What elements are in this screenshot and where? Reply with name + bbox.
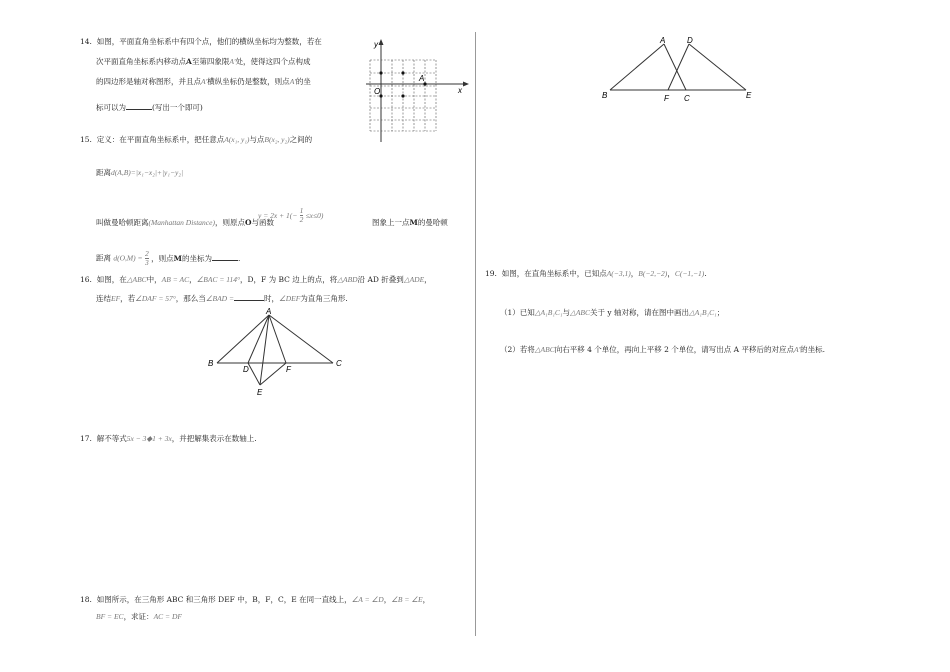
q14-y-label: y bbox=[374, 40, 378, 49]
q14-answer-blank[interactable] bbox=[126, 109, 152, 110]
q15-function-expression: y = 2x + 1(− $\frac{1}{2}$ ≤x≤0) bbox=[258, 206, 324, 224]
q18-side-ac bbox=[664, 44, 686, 90]
q15-line-3-tail: 图象上一点M的曼哈顿 bbox=[372, 218, 448, 227]
q17-line-1: 17. 解不等式5x − 3◆1 + 3x，并把解集表示在数轴上. bbox=[80, 434, 257, 443]
q18-line-2: BF = EC，求证：AC = DF bbox=[96, 612, 182, 621]
q14-line-3: 的四边形是轴对称图形，并且点A'横纵坐标仍是整数，则点A'的坐 bbox=[96, 77, 311, 86]
q14-line-4: 标可以为 (写出一个即可) bbox=[96, 103, 203, 112]
q16-line-2: 连结EF，若∠DAF = 57°，那么当∠BAD = 时，∠DEF为直角三角形. bbox=[96, 294, 348, 303]
q19-number: 19. bbox=[485, 269, 497, 278]
q15-line-1: 15. 定义：在平面直角坐标系中，把任意点A(x₁, y₁)与点B(x₂, y₂)之间的 bbox=[80, 135, 313, 144]
q16-side-ac bbox=[269, 315, 333, 363]
q19-line-1: 19. 如图，在直角坐标系中，已知点A(−3,1)，B(−2,−2)，C(−1,−1). bbox=[485, 269, 707, 278]
q14-origin-label: O bbox=[374, 87, 381, 96]
q15-line-2: 距离d(A,B)=|x₁−x₂|+|y₁−y₂| bbox=[96, 168, 184, 177]
q16-label-a: A bbox=[266, 307, 272, 316]
q16-label-d: D bbox=[243, 365, 249, 374]
q18-label-d: D bbox=[687, 36, 693, 45]
q16-label-b: B bbox=[208, 359, 214, 368]
q16-label-c: C bbox=[336, 359, 342, 368]
q14-line-1 bbox=[80, 37, 322, 47]
q15-answer-blank[interactable] bbox=[212, 260, 238, 261]
q16-triangle-figure bbox=[200, 306, 350, 398]
q18-triangles-figure bbox=[598, 34, 762, 104]
q18-label-b: B bbox=[602, 91, 608, 100]
q18-line-1: 18. 如图所示，在三角形 ABC 和三角形 DEF 中，B，F，C，E 在同一直线上，∠A = ∠D，∠B = ∠E， bbox=[80, 595, 431, 604]
q16-answer-blank[interactable] bbox=[234, 300, 264, 301]
q18-side-de bbox=[689, 44, 746, 90]
q18-number: 18. bbox=[80, 595, 92, 604]
q15-number: 15. bbox=[80, 135, 92, 144]
q19-part-1: （1）已知△A₁B₁C₁与△ABC关于 y 轴对称，请在图中画出△A₁B₁C₁； bbox=[500, 308, 725, 317]
q14-grid-figure bbox=[362, 36, 474, 144]
q15-line-4: 距离 d(O,M) = $\frac{2}{3}$ ，则点M的坐标为 . bbox=[96, 249, 241, 267]
q16-label-e: E bbox=[257, 388, 263, 397]
q14-number: 14. bbox=[80, 37, 92, 46]
q19-part-2: （2）若将△ABC向右平移 4 个单位，再向上平移 2 个单位，请写出点 A 平移后的对应点A'的坐标. bbox=[500, 345, 826, 354]
q14-point-2 bbox=[401, 71, 404, 74]
q14-point-1 bbox=[379, 71, 382, 74]
q16-line-1: 16. 如图，在△ABC中，AB = AC，∠BAC = 114°，D，F 为 BC 边上的点，将△ABD沿 AD 折叠到△ADE， bbox=[80, 275, 432, 284]
q14-point-4 bbox=[401, 94, 404, 97]
q18-side-df bbox=[668, 44, 689, 90]
q16-label-f: F bbox=[286, 365, 291, 374]
q14-line-2: 次平面直角坐标系内移动点A至第四象限A'处，使得这四个点构成 bbox=[96, 57, 311, 66]
q18-label-f: F bbox=[664, 94, 669, 103]
q16-side-ab bbox=[217, 315, 269, 363]
q18-label-c: C bbox=[684, 94, 690, 103]
column-divider bbox=[475, 32, 476, 636]
q15-line-3: 叫做曼哈顿距离(Manhattan Distance)，则原点O与函数 bbox=[96, 218, 274, 227]
q18-side-ba bbox=[610, 44, 664, 90]
q14-x-label: x bbox=[458, 86, 462, 95]
q16-number: 16. bbox=[80, 275, 92, 284]
q14-text-1: 如图，平面直角坐标系中有四个点，他们的横纵坐标均为整数，若在 bbox=[96, 37, 322, 46]
q18-label-e: E bbox=[746, 91, 752, 100]
q14-a-label: A bbox=[419, 74, 425, 83]
q17-number: 17. bbox=[80, 434, 92, 443]
q18-label-a: A bbox=[660, 36, 666, 45]
